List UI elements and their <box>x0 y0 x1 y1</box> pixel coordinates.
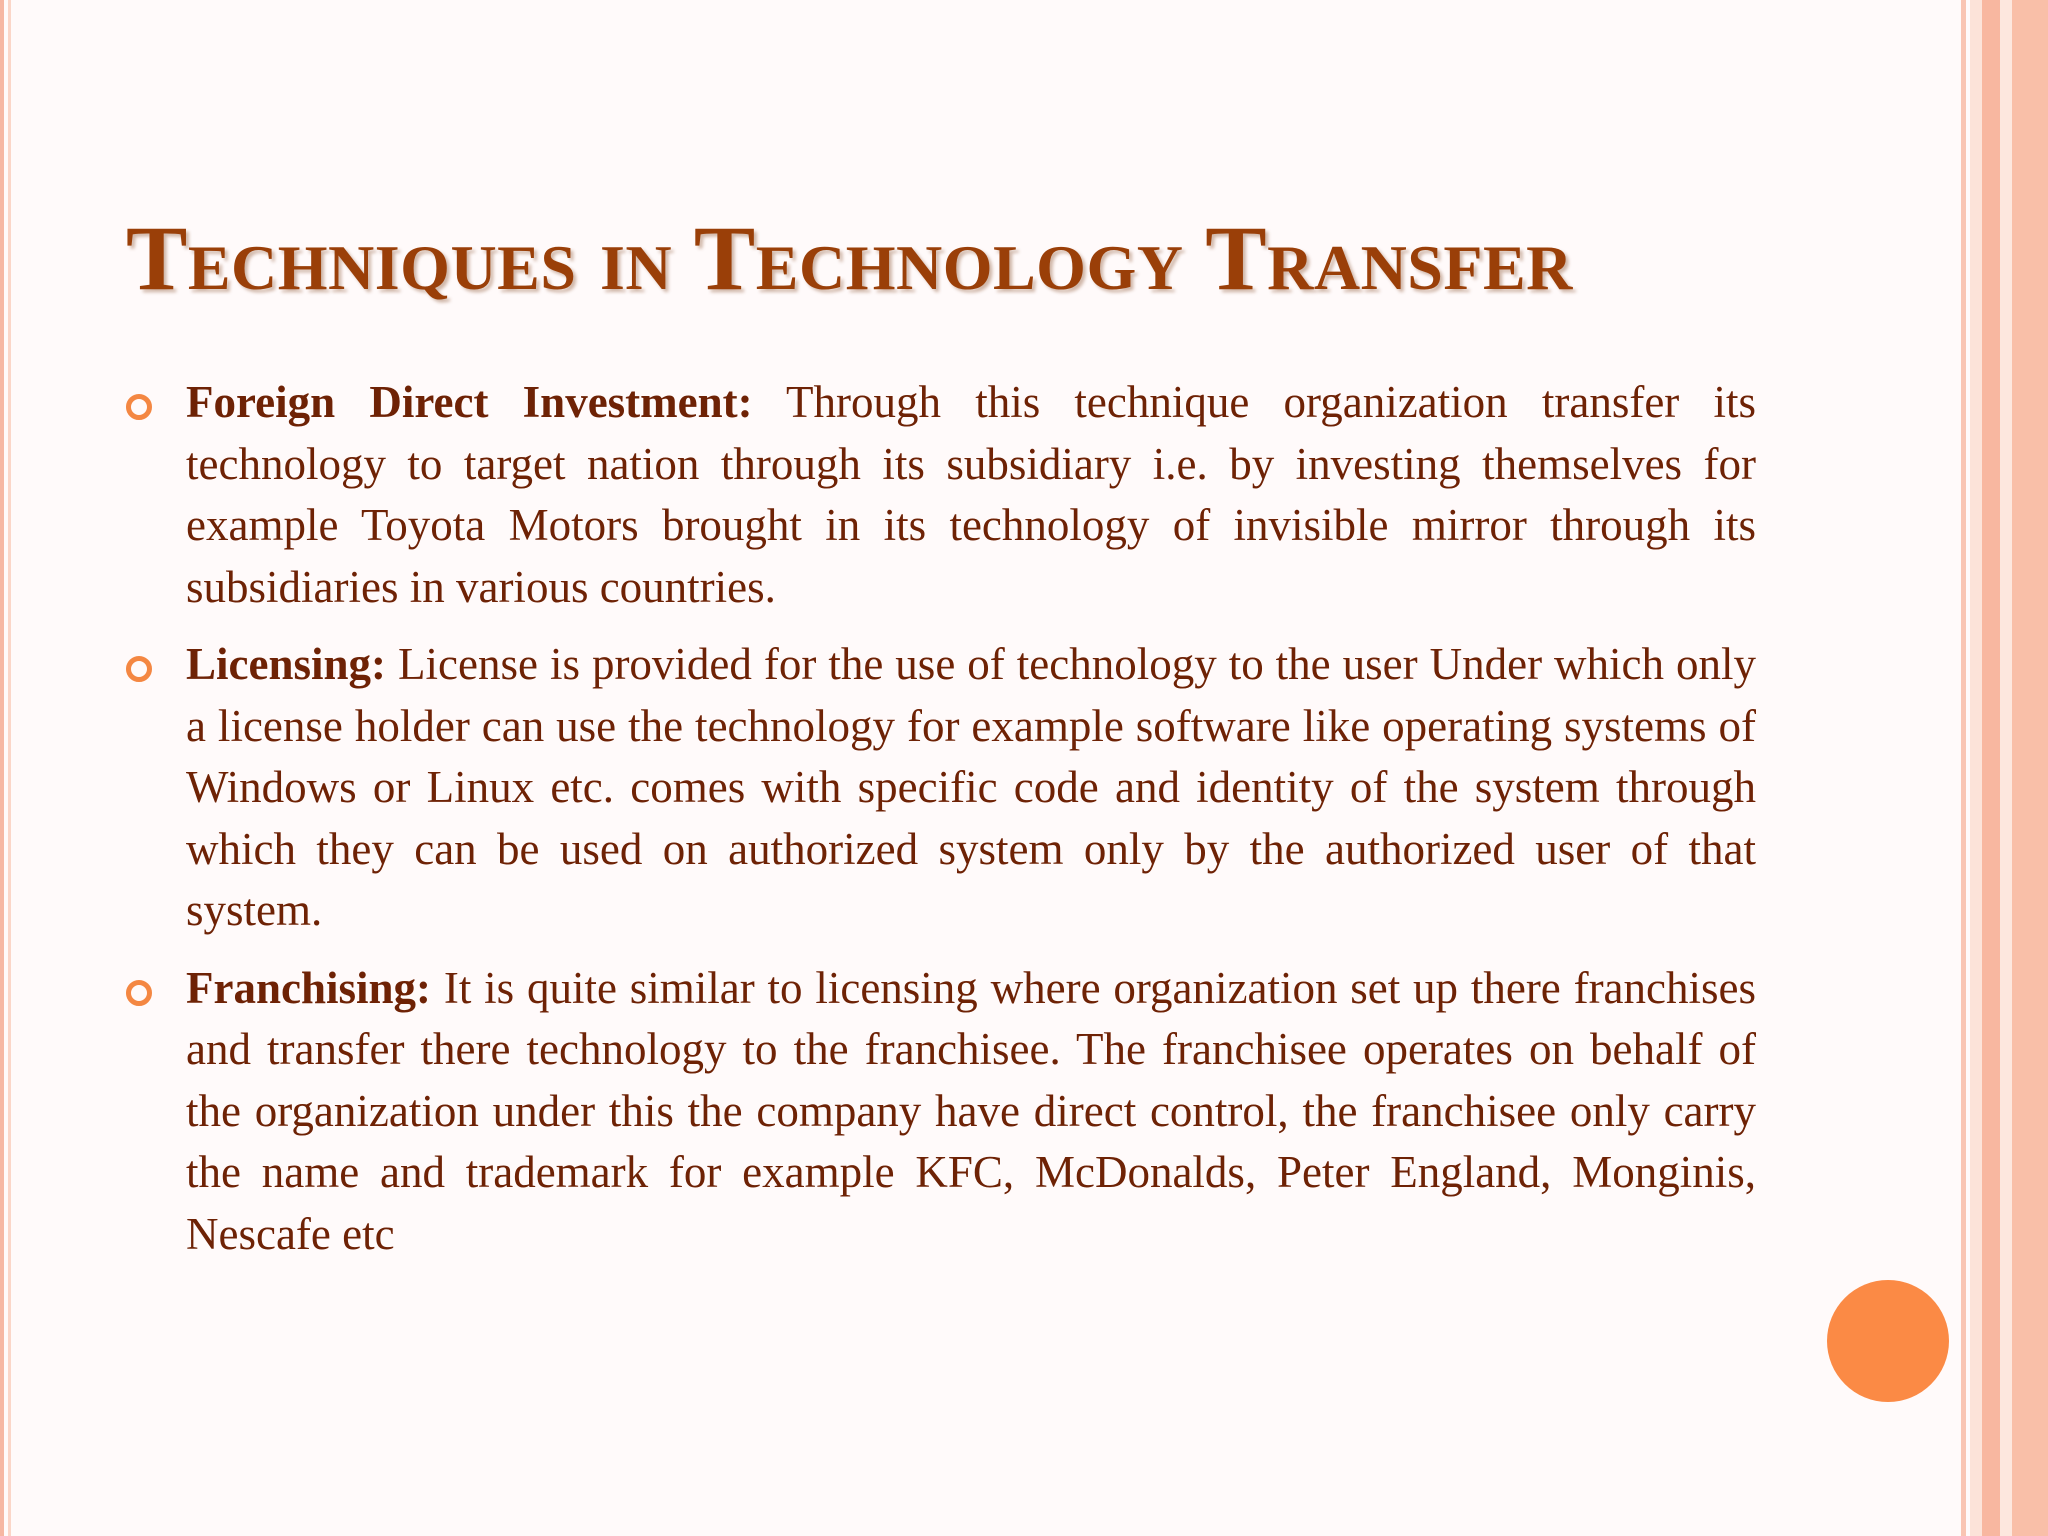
ring-bullet-icon <box>126 394 152 420</box>
accent-circle <box>1827 1280 1949 1402</box>
bullet-item <box>126 958 1756 1266</box>
bullet-list <box>126 372 1756 1281</box>
bullet-term: Foreign Direct Investment: <box>186 377 753 427</box>
bullet-item <box>126 372 1756 618</box>
right-border-stripe <box>1961 0 1966 1536</box>
right-border-stripe <box>1982 0 2000 1536</box>
left-border-stripe-inner <box>8 0 11 1536</box>
bullet-description: It is quite similar to licensing where organization set up there franchises and transfer there technology to the franchisee. The franchisee operates on behalf of the organization under this the company have direct control, the franchisee only carry the name and trademark for example KFC, McDonalds, Peter England, Monginis, Nescafe etc <box>186 962 1757 1259</box>
bullet-description: Through this technique organization transfer its technology to target nation through its subsidiary i.e. by investing themselves for example Toyota Motors brought in its technology of invisible mirror through its subsidiaries in various countries. <box>186 377 1757 612</box>
bullet-text <box>186 372 1756 618</box>
bullet-term: Franchising: <box>186 962 432 1013</box>
right-border-stripe <box>2000 0 2012 1536</box>
ring-bullet-icon <box>126 656 152 682</box>
right-border-stripe <box>1970 0 1982 1536</box>
bullet-item <box>126 634 1756 942</box>
bullet-text <box>186 634 1756 942</box>
bullet-text <box>186 958 1756 1266</box>
bullet-description: License is provided for the use of technology to the user Under which only a license holder can use the technology for example software like operating systems of Windows or Linux etc. comes with specific code and identity of the system through which they can be used on authorized system only by the authorized user of that system. <box>186 639 1757 935</box>
ring-bullet-icon <box>126 980 152 1006</box>
right-border-stripe <box>2012 0 2048 1536</box>
left-border-stripe <box>0 0 4 1536</box>
bullet-term: Licensing: <box>186 639 387 689</box>
slide-title: Techniques in Technology Transfer <box>126 207 1573 309</box>
